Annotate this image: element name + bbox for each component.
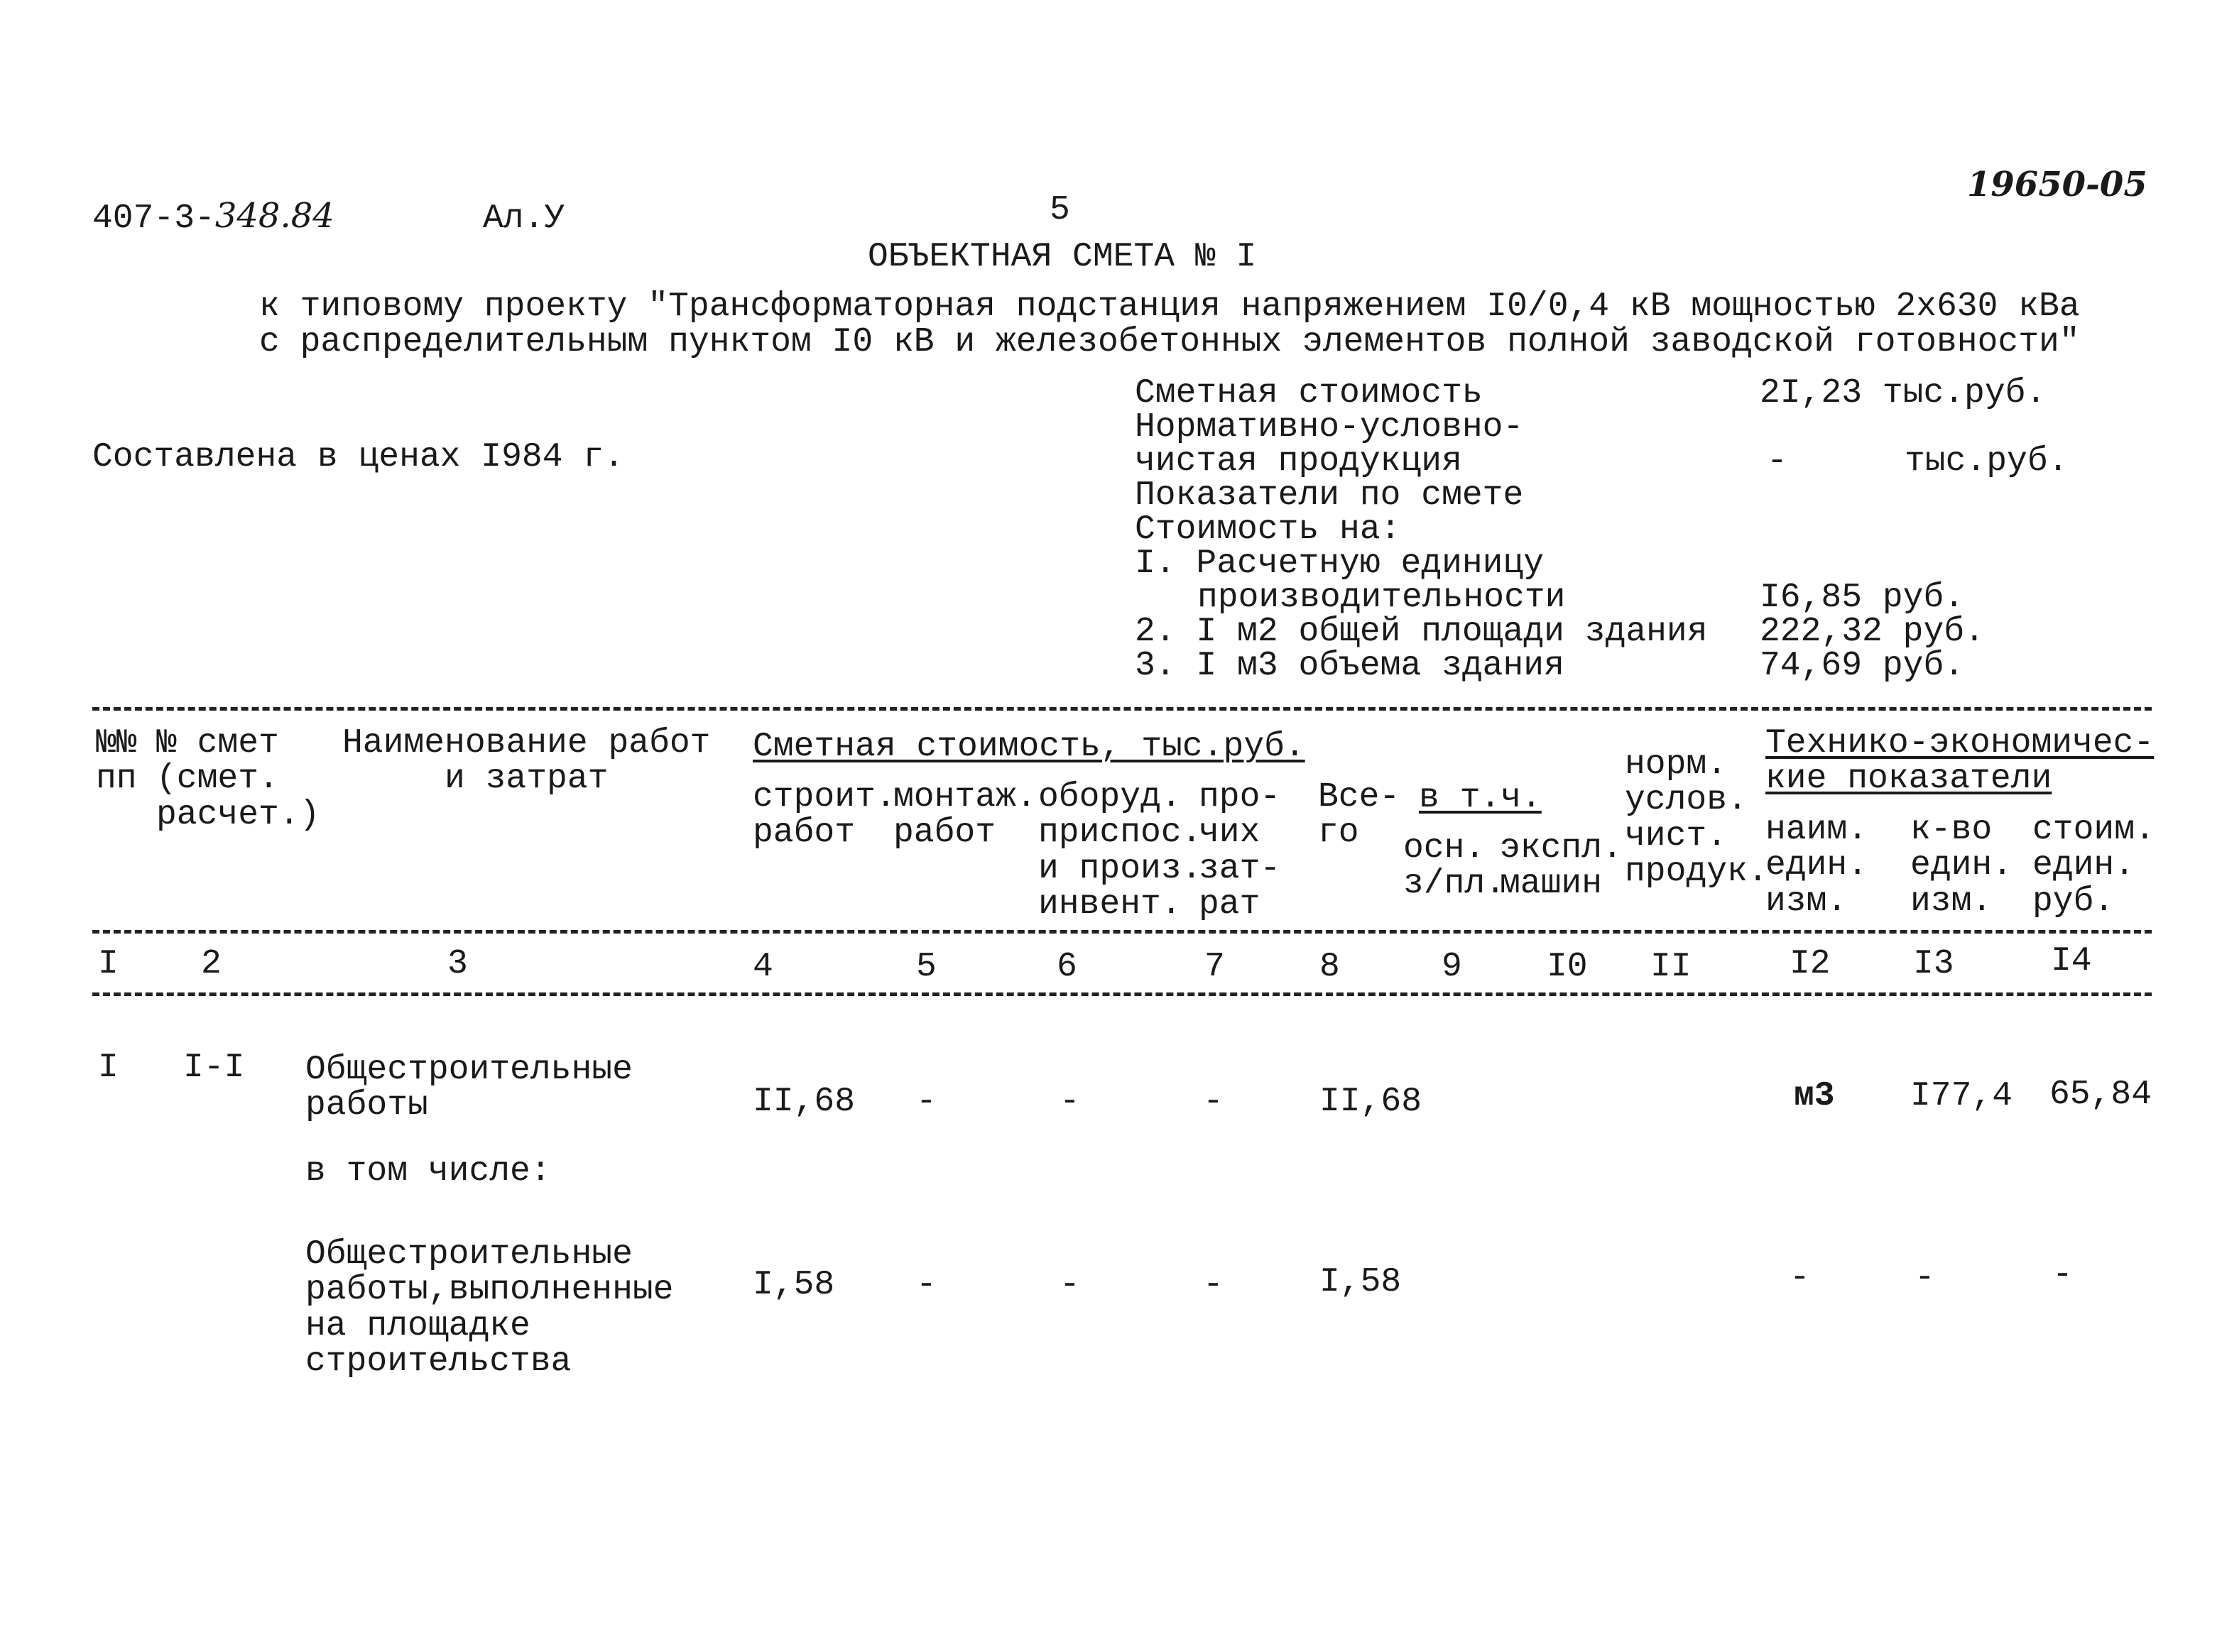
indicator-2-value: 222,32 руб. bbox=[1760, 613, 1985, 651]
row-unit-name: м3 bbox=[1794, 1077, 1835, 1115]
net-label-line-2: чистая продукция bbox=[1135, 442, 1462, 481]
col-number: 6 bbox=[1057, 948, 1077, 986]
cost-on-label: Стоимость на: bbox=[1135, 510, 1401, 549]
row-work-name: Общестроительные работы bbox=[305, 1051, 633, 1125]
th-construction: строит. работ bbox=[753, 778, 896, 853]
table-rule-top bbox=[92, 707, 2152, 711]
document-title: ОБЪЕКТНАЯ СМЕТА № I bbox=[868, 238, 1257, 276]
th-unit-name: наим. един. изм. bbox=[1765, 811, 1868, 921]
th-equipment: оборуд. приспос. и произ. инвент. bbox=[1038, 778, 1202, 924]
subtitle-line-1: к типовому проекту "Трансформаторная подстанция напряжением I0/0,4 кВ мощностью 2х630 кВа bbox=[259, 288, 2080, 326]
row-number: I bbox=[98, 1049, 119, 1087]
row-unit-cost: 65,84 bbox=[2049, 1076, 2152, 1114]
row-installation: - bbox=[916, 1083, 937, 1121]
sheet-label: Ал.У bbox=[483, 199, 565, 238]
table-rule-header-bottom bbox=[92, 930, 2152, 934]
col-number: 9 bbox=[1442, 948, 1462, 986]
col-number: I2 bbox=[1790, 945, 1831, 983]
col-number: 8 bbox=[1319, 948, 1340, 986]
col-number: 5 bbox=[916, 948, 937, 986]
net-value-dash: - bbox=[1767, 442, 1787, 481]
cost-label: Сметная стоимость bbox=[1135, 374, 1483, 412]
indicator-3-value: 74,69 руб. bbox=[1760, 647, 1965, 685]
th-estimate-number: № смет (смет. расчет.) bbox=[156, 724, 320, 834]
indicators-label: Показатели по смете bbox=[1135, 476, 1524, 515]
project-code-handwritten: 348.84 bbox=[214, 196, 334, 236]
th-total: Все- го bbox=[1318, 778, 1400, 853]
col-number: I3 bbox=[1913, 945, 1954, 983]
row-unit-quantity: - bbox=[1915, 1259, 1935, 1297]
row-other: - bbox=[1203, 1083, 1224, 1121]
row-equipment: - bbox=[1060, 1083, 1080, 1121]
th-net-production: норм. услов. чист. продук. bbox=[1625, 745, 1768, 892]
th-group-technical-indicators: Технико-экономичес- кие показатели bbox=[1765, 724, 2155, 799]
row-unit-name: - bbox=[1790, 1259, 1810, 1297]
cost-value: 2I,23 тыс.руб. bbox=[1760, 374, 2047, 412]
th-installation: монтаж. работ bbox=[893, 778, 1037, 853]
row-unit-cost: - bbox=[2052, 1256, 2073, 1294]
row-total: I,58 bbox=[1319, 1263, 1402, 1301]
row-installation: - bbox=[916, 1266, 937, 1304]
row-unit-quantity: I77,4 bbox=[1910, 1077, 2013, 1115]
th-work-name: Наименование работ и затрат bbox=[342, 724, 711, 799]
indicator-1-line-1: I. Расчетную единицу bbox=[1135, 545, 1545, 583]
net-value-unit: тыс.руб. bbox=[1905, 442, 2069, 481]
project-code bbox=[92, 196, 334, 238]
indicator-1-line-2: производительности bbox=[1197, 579, 1566, 617]
subtitle-line-2: с распределительным пунктом I0 кВ и железобетонных элементов полной заводской готовности" bbox=[259, 323, 2080, 361]
th-unit-quantity: к-во един. изм. bbox=[1910, 811, 2013, 921]
col-number: 2 bbox=[201, 945, 222, 983]
col-number: 3 bbox=[447, 945, 468, 983]
page-number: 5 bbox=[1050, 191, 1070, 229]
archive-stamp: 19650-05 bbox=[1967, 165, 2147, 204]
net-label-line-1: Нормативно-условно- bbox=[1135, 408, 1524, 447]
row-other: - bbox=[1203, 1266, 1224, 1304]
row-total: II,68 bbox=[1319, 1083, 1422, 1121]
row-estimate-number: I-I bbox=[183, 1049, 245, 1087]
table-rule-numbers-bottom bbox=[92, 992, 2152, 996]
row-equipment: - bbox=[1060, 1266, 1080, 1304]
col-number: II bbox=[1650, 948, 1692, 986]
col-number: 4 bbox=[753, 948, 773, 986]
col-number: I4 bbox=[2051, 942, 2092, 980]
th-other: про- чих зат- рат bbox=[1199, 778, 1281, 924]
indicator-3-label: 3. I м3 объема здания bbox=[1135, 647, 1564, 685]
prices-note: Составлена в ценах I984 г. bbox=[92, 438, 624, 476]
including-note: в том числе: bbox=[305, 1152, 551, 1191]
col-number: 7 bbox=[1204, 948, 1225, 986]
th-group-including: в т.ч. bbox=[1419, 779, 1542, 817]
th-group-estimated-cost: Сметная стоимость, тыс.руб. bbox=[753, 728, 1305, 766]
row-construction: I,58 bbox=[753, 1266, 835, 1304]
row-work-name: Общестроительные работы,выполненные на площадке строительства bbox=[305, 1235, 674, 1382]
indicator-2-label: 2. I м2 общей площади здания bbox=[1135, 613, 1708, 651]
th-unit-cost: стоим. един. руб. bbox=[2032, 811, 2155, 921]
th-base-wages: осн. з/пл. bbox=[1403, 829, 1506, 904]
project-code-prefix: 407-3- bbox=[92, 199, 215, 238]
col-number: I bbox=[98, 945, 119, 983]
th-machine-operation: экспл. машин bbox=[1500, 829, 1623, 904]
row-construction: II,68 bbox=[753, 1083, 856, 1121]
col-number: I0 bbox=[1547, 948, 1588, 986]
th-row-number: №№ пп bbox=[96, 724, 137, 799]
indicator-1-value: I6,85 руб. bbox=[1760, 579, 1965, 617]
